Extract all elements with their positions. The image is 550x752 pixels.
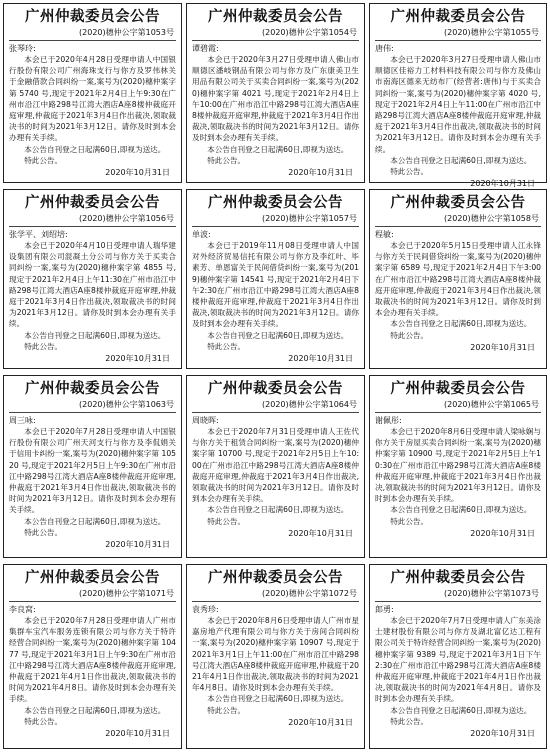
notice-title: 广州仲裁委员会公告: [208, 380, 343, 397]
notice-effect: 本公告自刊登之日起满60日,即视为送达。: [24, 330, 166, 340]
title-divider: [9, 40, 176, 41]
notice-title: 广州仲裁委员会公告: [390, 380, 526, 397]
notice-closing: 特此公告。: [207, 155, 246, 165]
notice-closing: 特此公告。: [24, 527, 63, 537]
notice-body: 本会已于2020年3月27日受理申请人佛山市顺德区佳裕力工材料科技有限公司与你方及佛山市南海区德来无纺布厂(经营者:唐伟)与于买卖合同纠纷一案,案号为(2020)穗仲案字第 4020 号,现定于2021年2月4日上午11:00在广州市沿江中路298号江湾大酒店A座8楼仲裁庭开庭审理,仲裁庭于2021年3月4日作出裁决,领取裁决书的时间为2021年3月12日。请你及时到本会办理有关手续。: [375, 55, 541, 154]
notice-body: 本会已于2020年4月28日受理申请人中国银行股份有限公司广州海珠支行与你方及罗伟林关于金融借款合同纠纷一案,案号为(2020)穗仲案字第 5740 号,现定于2021年2月4日上午9:30在广州市沿江中路298号江湾大酒店A座8楼仲裁庭开庭审理,仲裁庭于2021年3月4日作出裁决,领取裁决书的时间为2021年3月12日。请你及时到本会办理有关手续。: [9, 55, 176, 143]
notice-closing: 特此公告。: [390, 330, 429, 340]
notice-1073: [369, 564, 547, 749]
notice-date: 2020年10月31日: [105, 729, 170, 739]
notice-closing: 特此公告。: [207, 341, 246, 351]
notice-ref: (2020)穗仲公字第1073号: [444, 589, 539, 598]
notice-addressee: 唐伟:: [375, 44, 394, 53]
title-divider: [9, 412, 176, 413]
notice-1056: [3, 189, 182, 369]
notice-ref: (2020)穗仲公字第1055号: [444, 28, 539, 37]
title-divider: [375, 226, 541, 227]
notice-body: 本会已于2020年8月6日受理申请人广州市星嘉房地产代理有限公司与你方关于房间合同纠纷一案,案号为(2020)穗仲案字第 10907 号,现定于2021年3月1日上午11:00在广州市沿江中路298号江湾大酒店A座8楼仲裁庭开庭审理,仲裁庭于2021年4月1日作出裁决,领取裁决书的时间为2021年4月8日。请你及时到本会办理有关手续。: [192, 616, 359, 693]
notice-title: 广州仲裁委员会公告: [208, 569, 343, 586]
notice-effect: 本公告自刊登之日起满60日,即视为送达。: [390, 319, 532, 329]
title-divider: [9, 226, 176, 227]
notice-addressee: 郎勇:: [375, 605, 394, 614]
notice-1071: [3, 564, 182, 749]
notice-effect: 本公告自刊登之日起满60日,即视为送达。: [24, 705, 166, 715]
notice-1065: [369, 375, 547, 558]
notice-ref: (2020)穗仲公字第1064号: [262, 400, 357, 409]
notice-addressee: 谭碧霞:: [192, 44, 219, 53]
title-divider: [375, 601, 541, 602]
notice-ref: (2020)穗仲公字第1056号: [79, 214, 174, 223]
notice-1057: [186, 189, 365, 369]
notice-date: 2020年10月31日: [470, 342, 535, 352]
title-divider: [192, 601, 359, 602]
notice-effect: 本公告自刊登之日起满60日,即视为送达。: [24, 516, 166, 526]
notice-title: 广州仲裁委员会公告: [390, 194, 526, 211]
notice-date: 2020年10月31日: [470, 729, 535, 739]
notice-1053: [3, 3, 182, 183]
notice-date: 2020年10月31日: [105, 168, 170, 178]
notice-addressee: 李良窝:: [9, 605, 36, 614]
notice-title: 广州仲裁委员会公告: [25, 380, 160, 397]
title-divider: [192, 226, 359, 227]
notice-effect: 本公告自刊登之日起满60日,即视为送达。: [24, 144, 166, 154]
notice-date: 2020年10月31日: [470, 528, 535, 538]
notice-body: 本会已于2020年7月28日受理申请人广州市集群车宝汽车服务连锁有限公司与你方关于特许经营合同纠纷一案,案号为(2020)穗仲案字第 10477 号,现定于2021年3月1日上午9:30在广州市沿江中路298号江湾大酒店A座8楼仲裁庭开庭审理,仲裁庭于2021年4月1日作出裁决,领取裁决书的时间为2021年4月8日。请你及时到本会办理有关手续。: [9, 616, 176, 704]
notice-1055: [369, 3, 547, 189]
notice-date: 2020年10月31日: [105, 540, 170, 550]
notice-title: 广州仲裁委员会公告: [390, 8, 526, 25]
notice-title: 广州仲裁委员会公告: [25, 8, 160, 25]
notice-effect: 本公告自刊登之日起满60日,即视为送达。: [207, 505, 349, 515]
title-divider: [375, 40, 541, 41]
title-divider: [9, 601, 176, 602]
notice-body: 本会已于2020年7月7日受理申请人广东美涂士建材股份有限公司与你方及湖北富亿达工程有限公司关于特许经营合同纠纷一案,案号为(2020)穗仲案字第 9389 号,现定于2021年3月1日下午2:30在广州市沿江中路298号江湾大酒店A座8楼仲裁庭开庭审理,仲裁庭于2021年4月1日作出裁决,领取裁决书的时间为2021年4月8日。请你及时到本会办理有关手续。: [375, 616, 541, 704]
notice-closing: 特此公告。: [390, 716, 429, 726]
notice-body: 本会已于2020年3月27日受理申请人佛山市顺德区潘岐钢品有限公司与你方及广东康美卫生用品有限公司关于买卖合同纠纷一案,案号为(2020)穗仲案字第 4021 号,现定于2021年2月4日上午10:00在广州市沿江中路298号江湾大酒店A座8楼仲裁庭开庭审理,仲裁庭于2021年3月4日作出裁决,领取裁决书的时间为2021年3月12日。请你及时到本会办理有关手续。: [192, 55, 359, 143]
notice-date: 2020年10月31日: [105, 354, 170, 364]
notice-ref: (2020)穗仲公字第1054号: [262, 28, 357, 37]
notice-1058: [369, 189, 547, 369]
notice-addressee: 谢佩彤:: [375, 416, 402, 425]
notice-closing: 特此公告。: [390, 167, 429, 177]
notice-ref: (2020)穗仲公字第1053号: [79, 28, 174, 37]
notice-ref: (2020)穗仲公字第1057号: [262, 214, 357, 223]
notice-title: 广州仲裁委员会公告: [25, 569, 160, 586]
notice-ref: (2020)穗仲公字第1072号: [262, 589, 357, 598]
notice-date: 2020年10月31日: [288, 168, 353, 178]
notice-closing: 特此公告。: [207, 516, 246, 526]
notice-1064: [186, 375, 365, 558]
notice-addressee: 张学平、刘绍培:: [9, 230, 68, 239]
notice-closing: 特此公告。: [390, 516, 429, 526]
notice-effect: 本公告自刊登之日起满60日,即视为送达。: [207, 144, 349, 154]
notice-effect: 本公告自刊登之日起满60日,即视为送达。: [207, 694, 349, 704]
notice-body: 本会已于2020年4月10日受理申请人瑞华建设集团有限公司混凝土分公司与你方关于买卖合同纠纷一案,案号为(2020)穗仲案字第 4855 号,现定于2021年2月4日上午11:30在广州市沿江中路298号江湾大酒店A座8楼仲裁庭开庭审理,仲裁庭于2021年3月4日作出裁决,领取裁决书的时间为2021年3月12日。请你及时到本会办理有关手续。: [9, 241, 176, 329]
notice-ref: (2020)穗仲公字第1065号: [444, 400, 539, 409]
title-divider: [375, 412, 541, 413]
notice-effect: 本公告自刊登之日起满60日,即视为送达。: [207, 330, 349, 340]
title-divider: [192, 412, 359, 413]
notice-closing: 特此公告。: [24, 155, 63, 165]
notice-addressee: 程敏:: [375, 230, 394, 239]
notice-ref: (2020)穗仲公字第1063号: [79, 400, 174, 409]
notice-1063: [3, 375, 182, 558]
notice-closing: 特此公告。: [24, 716, 63, 726]
notice-addressee: 周三咏:: [9, 416, 36, 425]
notice-addressee: 张琴玲:: [9, 44, 36, 53]
notice-body: 本会已于2020年7月31日受理申请人王佐代与你方关于租赁合同纠纷一案,案号为(2020)穗仲案字第 10700 号,现定于2021年2月5日上午10:00在广州市沿江中路298号江湾大酒店A座8楼仲裁庭开庭审理,仲裁庭于2021年3月4日作出裁决,领取裁决书的时间为2021年3月12日。请你及时到本会办理有关手续。: [192, 427, 359, 504]
notice-closing: 特此公告。: [24, 341, 63, 351]
notice-title: 广州仲裁委员会公告: [208, 194, 343, 211]
notice-date: 2020年10月31日: [288, 717, 353, 727]
notice-body: 本会已于2019年11月08日受理申请人中国对外经济贸易信托有限公司与你方及李红叶、毕素芳、单恩富关于民间借贷纠纷一案,案号为(2019)穗仲案字第 14541 号,现定于2021年2月4日下午2:30在广州市沿江中路298号江湾大酒店A座8楼仲裁庭开庭审理,仲裁庭于2021年3月4日作出裁决,领取裁决书的时间为2021年3月12日。请你及时到本会办理有关手续。: [192, 241, 359, 329]
notice-date: 2020年10月31日: [470, 179, 535, 189]
notice-ref: (2020)穗仲公字第1058号: [444, 214, 539, 223]
notice-addressee: 袁秀珍:: [192, 605, 219, 614]
notice-addressee: 周晓晖:: [192, 416, 219, 425]
notice-date: 2020年10月31日: [288, 354, 353, 364]
notice-body: 本会已于2020年7月28日受理申请人中国银行股份有限公司广州天河支行与你方及李侃娟关于信用卡纠纷一案,案号为(2020)穗仲案字第 10520 号,现定于2021年2月5日上午9:30在广州市沿江中路298号江湾大酒店A座8楼仲裁庭开庭审理,仲裁庭于2021年3月4日作出裁决,领取裁决书的时间为2021年3月12日。请你及时到本会办理有关手续。: [9, 427, 176, 515]
notice-title: 广州仲裁委员会公告: [208, 8, 343, 25]
notice-ref: (2020)穗仲公字第1071号: [79, 589, 174, 598]
notice-date: 2020年10月31日: [288, 528, 353, 538]
notice-title: 广州仲裁委员会公告: [25, 194, 160, 211]
notice-1054: [186, 3, 365, 183]
notice-effect: 本公告自刊登之日起满60日,即视为送达。: [390, 155, 532, 165]
notice-body: 本会已于2020年5月15日受理申请人江永锋与你方关于民间借贷纠纷一案,案号为(2020)穗仲案字第 6589 号,现定于2021年2月4日下午3:00在广州市沿江中路298号江湾大酒店A座8楼仲裁庭开庭审理,仲裁庭于2021年3月4日作出裁决,领取裁决书的时间为2021年3月12日。请你及时到本会办理有关手续。: [375, 241, 541, 318]
notice-1072: [186, 564, 365, 749]
notice-body: 本会已于2020年8月6日受理申请人梁咏娴与你方关于房屋买卖合同纠纷一案,案号为(2020)穗仲案字第 10900 号,现定于2021年2月5日上午10:30在广州市沿江中路298号江湾大酒店A座8楼仲裁庭开庭审理,仲裁庭于2021年3月4日作出裁决,领取裁决书的时间为2021年3月12日。请你及时到本会办理有关手续。: [375, 427, 541, 504]
notice-addressee: 单波:: [192, 230, 211, 239]
notice-effect: 本公告自刊登之日起满60日,即视为送达。: [390, 705, 532, 715]
notice-effect: 本公告自刊登之日起满60日,即视为送达。: [390, 505, 532, 515]
notice-closing: 特此公告。: [207, 705, 246, 715]
notice-title: 广州仲裁委员会公告: [390, 569, 526, 586]
title-divider: [192, 40, 359, 41]
